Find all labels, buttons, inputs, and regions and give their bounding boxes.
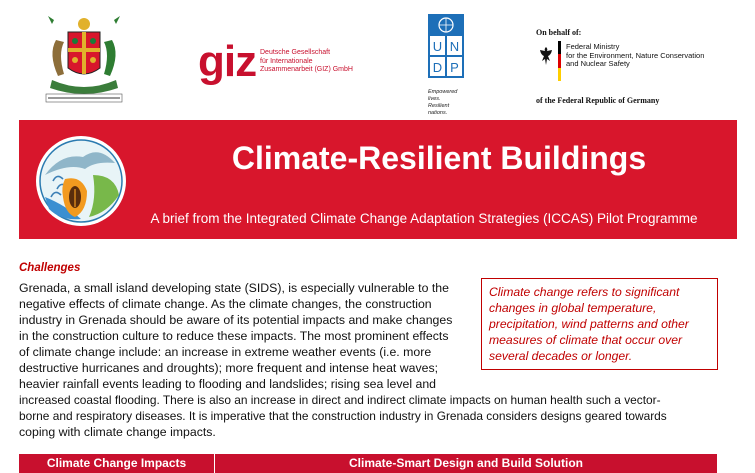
giz-wordmark: giz <box>198 37 257 86</box>
undp-letter-p: P <box>450 60 459 75</box>
table-header <box>19 454 717 473</box>
grenada-coat-of-arms <box>38 14 130 112</box>
column-header-impacts: Climate Change Impacts <box>19 454 215 473</box>
body-line: heavier rainfall events leading to flooding and landslides; rising sea level and <box>19 377 436 391</box>
ministry-line-2: for the Environment, Nature Conservation <box>566 50 705 60</box>
undp-letter-n: N <box>449 39 460 54</box>
page-title: Climate-Resilient Buildings <box>231 140 647 176</box>
section-heading: Challenges <box>19 262 81 274</box>
undp-letter-u: U <box>432 39 443 54</box>
german-flag-icon <box>558 41 561 81</box>
giz-fullname <box>260 49 410 75</box>
undp-tagline-2: Resilient nations. <box>428 103 450 116</box>
body-line: Grenada, a small island developing state (SIDS), is especially vulnerable to the <box>19 281 449 295</box>
giz-line-1: Deutsche Gesellschaft <box>260 49 331 56</box>
body-line: increased coastal flooding. There is also an increase in direct and indirect climate impacts on human health such a vector- <box>19 393 661 407</box>
giz-line-2: für Internationale <box>260 57 313 65</box>
page-subtitle: A brief from the Integrated Climate Change Adaptation Strategies (ICCAS) Pilot Programme <box>150 211 698 226</box>
callout-line: changes in global temperature, <box>489 301 657 315</box>
definition-callout <box>481 278 718 370</box>
body-line: industry in Grenada should be aware of its potential impacts and make changes <box>19 313 453 327</box>
undp-logo <box>428 14 468 117</box>
climate-emblem-icon <box>35 135 127 227</box>
logo-row <box>0 0 755 118</box>
on-behalf-of: On behalf of: <box>536 28 582 37</box>
federal-republic: of the Federal Republic of Germany <box>536 96 660 105</box>
undp-tagline <box>428 89 468 117</box>
ministry-name <box>566 43 746 69</box>
german-eagle-icon <box>538 46 554 66</box>
undp-tagline-1: Empowered lives. <box>428 89 458 102</box>
body-line: coping with climate change impacts. <box>19 425 216 439</box>
ministry-line-3: and Nuclear Safety <box>566 59 630 68</box>
giz-line-3: Zusammenarbeit (GIZ) GmbH <box>260 66 353 73</box>
undp-emblem <box>428 14 464 78</box>
body-line: in the construction culture to reduce these impacts. The most prominent effects <box>19 329 449 343</box>
callout-line: precipitation, wind patterns and other <box>489 317 689 331</box>
body-line: negative effects of climate change. As the climate changes, the construction <box>19 297 432 311</box>
ministry-line-1: Federal Ministry <box>566 42 620 51</box>
column-header-solutions: Climate-Smart Design and Build Solution <box>348 456 584 470</box>
callout-line: Climate change refers to significant <box>489 285 680 299</box>
title-banner <box>19 120 737 239</box>
callout-line: measures of climate that occur over <box>489 333 683 347</box>
body-line: destructive hurricanes and droughts); more frequent and intense heat waves; <box>19 361 439 375</box>
undp-letter-d: D <box>432 60 443 75</box>
body-line: borne and respiratory diseases. It is imperative that the construction industry in Grenada considers designs geared towards <box>19 409 667 423</box>
body-line: of climate change include: an increase in extreme weather events (i.e. more <box>19 345 432 359</box>
callout-line: several decades or longer. <box>489 349 633 363</box>
